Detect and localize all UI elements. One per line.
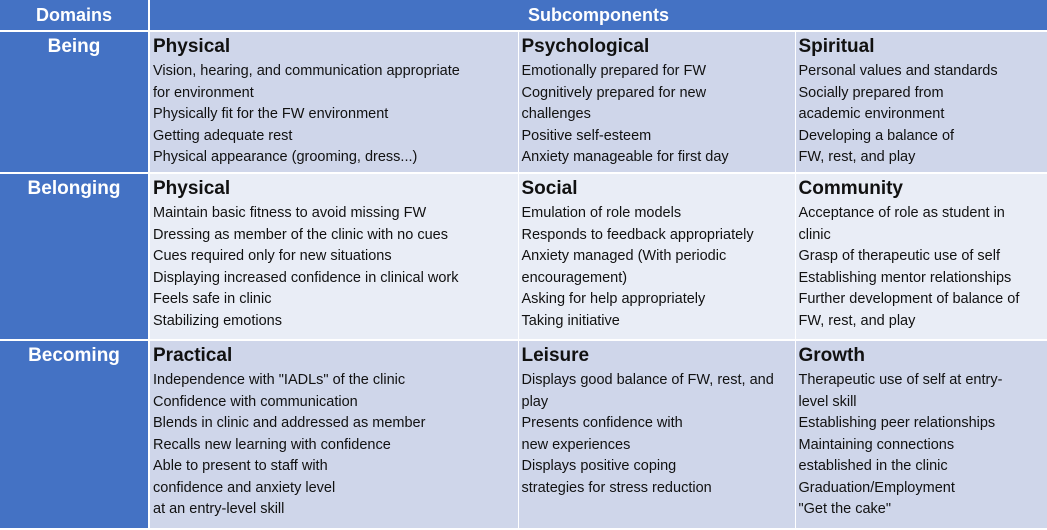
domains-header: Domains: [0, 0, 149, 31]
subcomponent-cell: [518, 340, 795, 529]
list-item: Anxiety manageable for first day: [521, 149, 729, 165]
list-item: Taking initiative: [521, 312, 620, 329]
domain-label: Becoming: [0, 340, 149, 529]
subcomponent-title: Social: [521, 178, 578, 199]
subcomponent-cell: [795, 340, 1047, 529]
list-item: FW, rest, and play: [798, 312, 916, 329]
list-item: Socially prepared from: [798, 84, 944, 101]
subcomponent-cell: [149, 173, 518, 340]
list-item: Stabilizing emotions: [153, 312, 282, 329]
list-item: clinic: [798, 226, 831, 243]
list-item: new experiences: [521, 436, 631, 453]
subcomponent-title: Physical: [153, 178, 231, 199]
list-item: strategies for stress reduction: [521, 479, 712, 496]
list-item: for environment: [153, 84, 254, 101]
subcomponent-list: [153, 61, 518, 169]
table-body: [0, 31, 1047, 529]
list-item: Vision, hearing, and communication appropriate: [153, 63, 460, 79]
subcomponent-list: [799, 61, 1047, 169]
subcomponent-title: Physical: [153, 36, 231, 57]
list-item: confidence and anxiety level: [153, 479, 336, 496]
header-row: [0, 0, 1047, 31]
domain-label: Being: [0, 31, 149, 173]
list-item: "Get the cake": [798, 501, 892, 517]
subcomponent-list: [522, 370, 795, 499]
subcomponent-cell: [795, 31, 1047, 173]
subcomponent-title: Leisure: [521, 345, 590, 366]
list-item: Displays positive coping: [521, 458, 677, 474]
subcomponent-title: Spiritual: [798, 36, 875, 57]
subcomponent-cell: [795, 173, 1047, 340]
list-item: Positive self-esteem: [521, 127, 652, 144]
list-item: Presents confidence with: [521, 415, 683, 431]
list-item: Therapeutic use of self at entry-: [798, 372, 1003, 388]
list-item: at an entry-level skill: [153, 501, 285, 517]
list-item: Responds to feedback appropriately: [521, 226, 754, 243]
list-item: Cues required only for new situations: [153, 248, 392, 264]
list-item: Graduation/Employment: [798, 479, 955, 496]
subcomponent-cell: [518, 173, 795, 340]
list-item: Establishing mentor relationships: [798, 269, 1012, 286]
list-item: Confidence with communication: [153, 393, 358, 410]
list-item: Getting adequate rest: [153, 127, 293, 144]
subcomponent-list: [799, 203, 1047, 332]
subcomponent-cell: [518, 31, 795, 173]
list-item: Grasp of therapeutic use of self: [798, 248, 1000, 264]
list-item: Maintaining connections: [798, 436, 955, 453]
subcomponent-cell: [149, 31, 518, 173]
list-item: encouragement): [521, 269, 628, 286]
list-item: Establishing peer relationships: [798, 415, 996, 431]
list-item: Physical appearance (grooming, dress...): [153, 149, 418, 165]
list-item: Blends in clinic and addressed as member: [153, 415, 426, 431]
subcomponents-header: Subcomponents: [149, 0, 1047, 31]
list-item: play: [521, 393, 549, 410]
list-item: Further development of balance of: [798, 291, 1020, 307]
subcomponent-title: Practical: [153, 345, 233, 366]
list-item: established in the clinic: [798, 458, 948, 474]
list-item: Feels safe in clinic: [153, 291, 272, 307]
domain-label: Belonging: [0, 173, 149, 340]
domain-row-becoming: [0, 340, 1047, 529]
list-item: academic environment: [798, 106, 945, 122]
list-item: Personal values and standards: [798, 63, 998, 79]
list-item: Independence with "IADLs" of the clinic: [153, 372, 406, 388]
domain-row-belonging: [0, 173, 1047, 340]
domain-row-being: [0, 31, 1047, 173]
subcomponent-title: Growth: [798, 345, 865, 366]
list-item: Physically fit for the FW environment: [153, 106, 389, 122]
list-item: Developing a balance of: [798, 127, 955, 144]
subcomponent-list: [522, 203, 795, 332]
list-item: FW, rest, and play: [798, 149, 916, 165]
list-item: Recalls new learning with confidence: [153, 436, 391, 453]
list-item: Able to present to staff with: [153, 458, 328, 474]
list-item: Asking for help appropriately: [521, 291, 706, 307]
list-item: Anxiety managed (With periodic: [521, 248, 727, 264]
subcomponent-list: [522, 61, 795, 169]
subcomponent-title: Community: [798, 178, 903, 199]
list-item: Dressing as member of the clinic with no cues: [153, 226, 448, 243]
subcomponent-list: [153, 203, 518, 332]
subcomponent-list: [799, 370, 1047, 521]
list-item: Acceptance of role as student in: [798, 205, 1005, 221]
subcomponent-list: [153, 370, 518, 521]
list-item: level skill: [798, 393, 857, 410]
list-item: Emotionally prepared for FW: [521, 63, 707, 79]
list-item: Displays good balance of FW, rest, and: [521, 372, 774, 388]
list-item: Cognitively prepared for new: [521, 84, 707, 101]
list-item: Emulation of role models: [521, 205, 682, 221]
list-item: challenges: [521, 106, 591, 122]
list-item: Maintain basic fitness to avoid missing FW: [153, 205, 427, 221]
subcomponent-cell: [149, 340, 518, 529]
subcomponent-title: Psychological: [521, 36, 650, 57]
list-item: Displaying increased confidence in clinical work: [153, 269, 459, 286]
